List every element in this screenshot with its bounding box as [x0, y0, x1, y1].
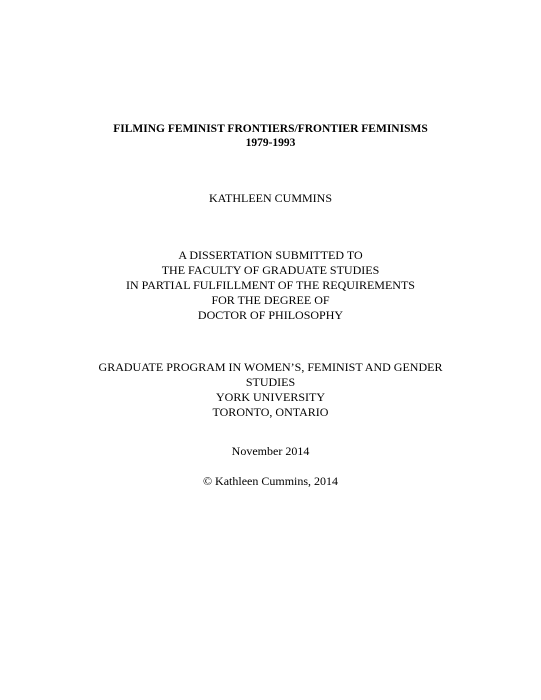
statement-line-3: IN PARTIAL FULFILLMENT OF THE REQUIREMENTS [126, 278, 415, 292]
copyright-block [0, 474, 541, 489]
university-location: TORONTO, ONTARIO [212, 405, 329, 419]
university-name: YORK UNIVERSITY [216, 390, 325, 404]
program-line-1: GRADUATE PROGRAM IN WOMEN’S, FEMINIST AND GENDER [98, 360, 443, 374]
author-name-block [0, 191, 541, 206]
dissertation-title [0, 122, 541, 150]
program-line-2: STUDIES [245, 375, 296, 389]
program-institution-block [0, 360, 541, 420]
title-line-2: 1979-1993 [245, 137, 296, 149]
statement-line-5: DOCTOR OF PHILOSOPHY [197, 308, 344, 322]
submission-date-block [0, 444, 541, 459]
statement-line-4: FOR THE DEGREE OF [211, 293, 330, 307]
author-name: KATHLEEN CUMMINS [209, 191, 332, 205]
submission-date: November 2014 [231, 444, 310, 458]
title-line-1: FILMING FEMINIST FRONTIERS/FRONTIER FEMINISMS [113, 123, 428, 135]
statement-line-2: THE FACULTY OF GRADUATE STUDIES [161, 263, 380, 277]
copyright-notice: © Kathleen Cummins, 2014 [202, 474, 339, 488]
statement-line-1: A DISSERTATION SUBMITTED TO [178, 248, 363, 262]
submission-statement [0, 248, 541, 323]
